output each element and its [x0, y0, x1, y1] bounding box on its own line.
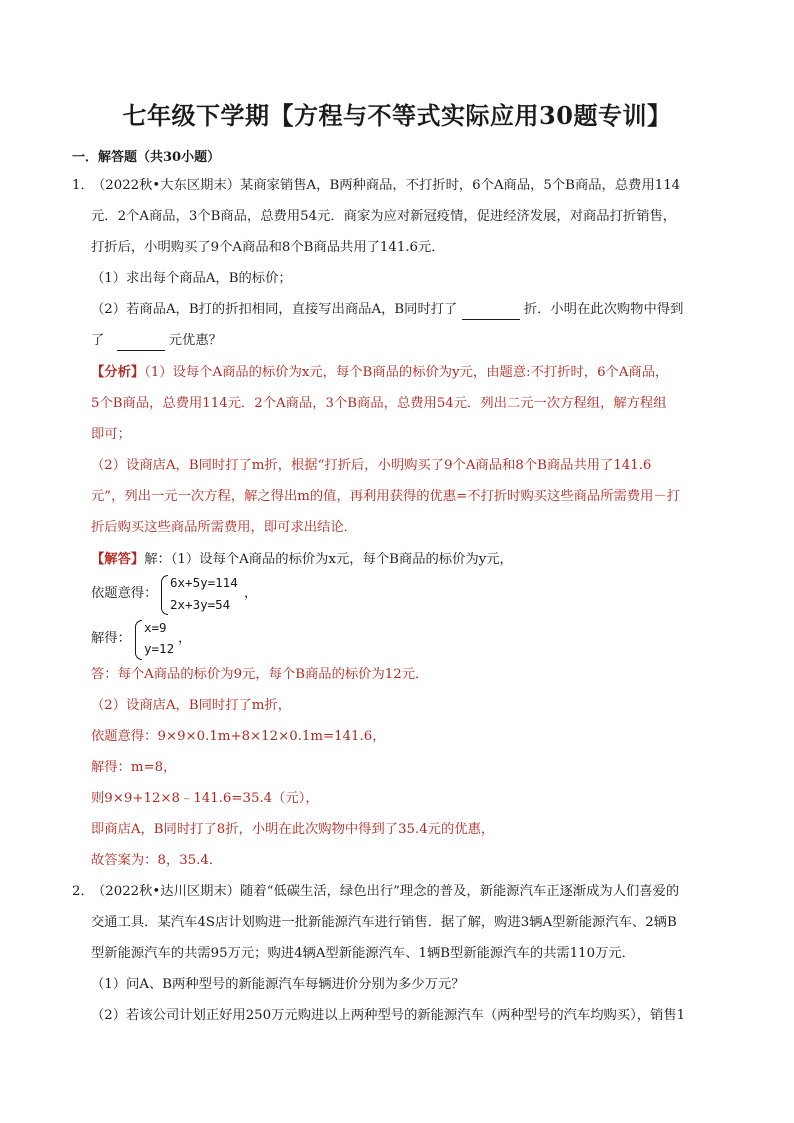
question-text: 元．2个A商品，3个B商品，总费用54元．商家为应对新冠疫情，促进经济发展，对商品打折销售， [91, 209, 677, 224]
question-part-text: （2）若商品A，B打的折扣相同，直接写出商品A，B同时打了 [91, 302, 458, 317]
analysis-text: 5个B商品，总费用114元．2个A商品，3个B商品，总费用54元．列出二元一次方程组，解方程组 [91, 396, 667, 411]
page-title: 七年级下学期【方程与不等式实际应用30题专训】 [122, 101, 672, 130]
answer-text: 依题意得：9×9×0.1m+8×12×0.1m=141.6， [91, 729, 386, 744]
analysis-text: 即可； [91, 427, 131, 442]
equation-label: 依题意得： [91, 586, 158, 601]
analysis-tag: 【分析】 [91, 365, 145, 380]
equation-comma: ， [244, 586, 258, 601]
question-part [91, 332, 222, 351]
solution: x=9 [144, 620, 167, 635]
question-text: （2022秋•大东区期末）某商家销售A，B两种商品，不打折时，6个A商品，5个B商品，总费用114 [92, 178, 681, 193]
answer-text: 答：每个A商品的标价为9元，每个B商品的标价为12元． [91, 667, 429, 682]
question-part-text: 了 [91, 333, 105, 348]
question-text: 型新能源汽车的共需95万元；购进4辆A型新能源汽车、1辆B型新能源汽车的共需110万元． [91, 946, 635, 961]
analysis-text: （1）设每个A商品的标价为x元，每个B商品的标价为y元，由题意:不打折时，6个A商品， [144, 365, 669, 380]
question-part-text: 元优惠？ [168, 333, 222, 348]
question-text: 交通工具．某汽车4S店计划购进一批新能源汽车进行销售．据了解，购进3辆A型新能源汽车、2辆B [91, 915, 677, 930]
question-number: 1． [72, 178, 94, 193]
question-part-text: 折．小明在此次购物中得到 [523, 302, 684, 317]
answer-text: 故答案为：8，35.4． [91, 853, 223, 868]
equation: 6x+5y=114 [170, 575, 238, 590]
question-part: （1）问A、B两种型号的新能源汽车每辆进价分别为多少万元？ [91, 977, 465, 992]
solution: y=12 [144, 641, 175, 656]
solution-brace [135, 620, 142, 660]
solution-comma: ， [178, 631, 192, 646]
section-heading: 一．解答题（共30小题） [72, 150, 221, 165]
solution-label: 解得： [91, 631, 131, 646]
answer-text: （2）设商店A，B同时打了m折， [91, 698, 292, 713]
question-part [91, 301, 683, 320]
equation: 2x+3y=54 [170, 597, 231, 612]
equation-brace [161, 575, 168, 615]
answer-text: 则9×9+12×8﹣141.6=35.4（元）， [91, 791, 319, 806]
question-part: （2）若该公司计划正好用250万元购进以上两种型号的新能源汽车（两种型号的汽车均购买），销售1 [91, 1008, 686, 1023]
answer-line [91, 551, 513, 569]
answer-tag: 【解答】 [91, 552, 145, 567]
answer-text: 即商店A，B同时打了8折，小明在此次购物中得到了35.4元的优惠， [91, 822, 495, 837]
question-text: （2022秋•达川区期末）随着“低碳生活，绿色出行”理念的普及，新能源汽车正逐渐成为人们喜爱的 [92, 884, 680, 899]
question-text: 打折后，小明购买了9个A商品和8个B商品共用了141.6元． [91, 240, 445, 255]
analysis-text: （2）设商店A，B同时打了m折，根据“打折后，小明购买了9个A商品和8个B商品共用了141.6 [91, 458, 652, 473]
answer-blank [462, 301, 520, 320]
answer-text: 解得：m=8， [91, 760, 177, 775]
analysis-text: 折后购买这些商品所需费用，即可求出结论． [91, 520, 357, 535]
answer-text: 解：（1）设每个A商品的标价为x元，每个B商品的标价为y元， [144, 552, 513, 567]
answer-blank [117, 332, 165, 351]
question-part: （1）求出每个商品A，B的标价； [91, 271, 292, 286]
question-number: 2． [72, 884, 94, 899]
analysis-line [91, 364, 668, 382]
analysis-text: 元”，列出一元一次方程，解之得出m的值，再利用获得的优惠=不打折时购买这些商品所需费用－打 [91, 489, 681, 504]
